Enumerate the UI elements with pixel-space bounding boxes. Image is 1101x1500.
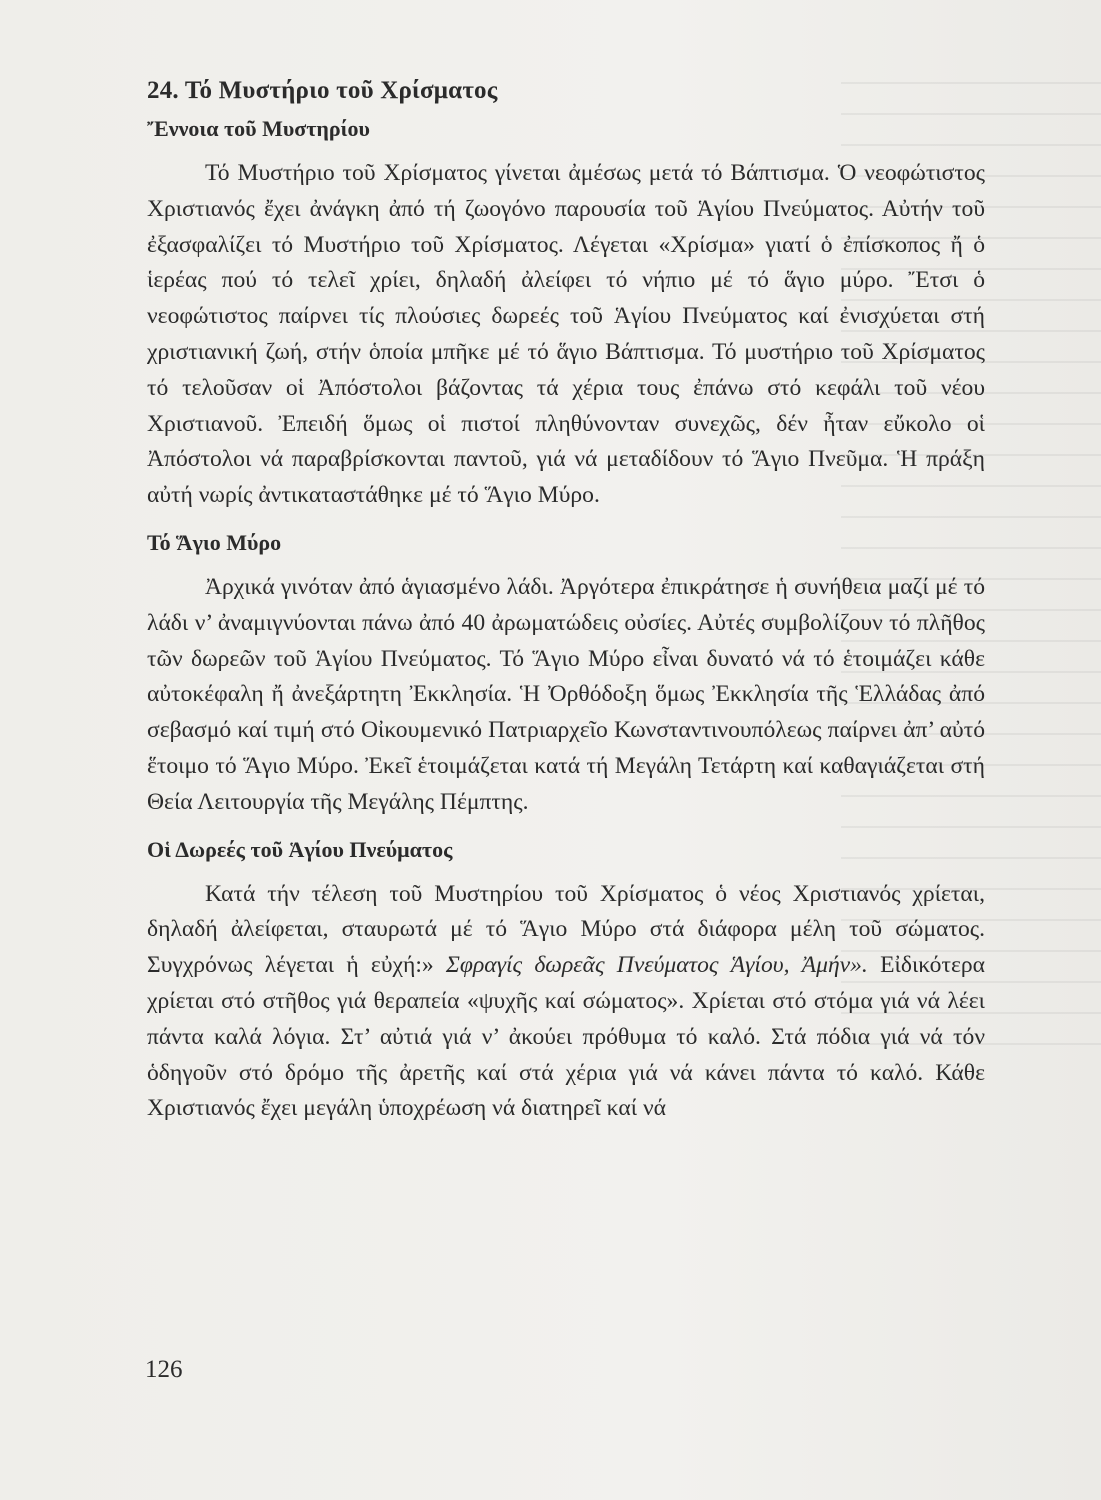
section-heading-gifts: Οἱ Δωρεές τοῦ Ἁγίου Πνεύματος	[147, 836, 453, 862]
section-heading-holy-myron: Τό Ἅγιο Μύρο	[147, 529, 282, 555]
paragraph-concept: Τό Μυστήριο τοῦ Χρίσματος γίνεται ἀμέσως μετά τό Βάπτισμα. Ὁ νεοφώτιστος Χριστιανός ἔχει ἀνάγκη ἀπό τή ζωογόνο παρουσία τοῦ Ἁγίου Πνεύματος. Αὐτήν τοῦ ἐξασφαλίζει τό Μυστήριο τοῦ Χρίσματος. Λέγεται «Χρίσμα» γιατί ὁ ἐπίσκοπος ἤ ὁ ἱερέας πού τό τελεῖ χρίει, δηλαδή ἀλείφει τό νήπιο μέ τό ἅγιο μύρο. Ἔτσι ὁ νεοφώτιστος παίρνει τίς πλούσιες δωρεές τοῦ Ἁγίου Πνεύματος καί ἐνισχύεται στή χριστιανική ζωή, στήν ὁποία μπῆκε μέ τό ἅγιο Βάπτισμα. Τό μυστήριο τοῦ Χρίσματος τό τελοῦσαν οἱ Ἀπόστολοι βάζοντας τά χέρια τους ἐπάνω στό κεφάλι τοῦ νέου Χριστιανοῦ. Ἐπειδή ὅμως οἱ πιστοί πληθύνονταν συνεχῶς, δέν ἦταν εὔκολο οἱ Ἀπόστολοι νά παραβρίσκονται παντοῦ, γιά νά μεταδίδουν τό Ἅγιο Πνεῦμα. Ἡ πράξη αὐτή νωρίς ἀντικαταστάθηκε μέ τό Ἅγιο Μύρο.	[147, 160, 985, 509]
section-heading-concept: Ἔννοια τοῦ Μυστηρίου	[147, 116, 370, 141]
page-content	[147, 70, 985, 1127]
paragraph-holy-myron: Ἀρχικά γινόταν ἀπό ἁγιασμένο λάδι. Ἀργότερα ἐπικράτησε ἡ συνήθεια μαζί μέ τό λάδι ν’ ἀναμιγνύονται πάνω ἀπό 40 ἀρωματώδεις οὐσίες. Αὐτές συμβολίζουν τό πλῆθος τῶν δωρεῶν τοῦ Ἁγίου Πνεύματος. Τό Ἅγιο Μύρο εἶναι δυνατό νά τό ἑτοιμάζει κάθε αὐτοκέφαλη ἤ ἀνεξάρτητη Ἐκκλησία. Ἡ Ὀρθόδοξη ὅμως Ἐκκλησία τῆς Ἑλλάδας ἀπό σεβασμό καί τιμή στό Οἰκουμενικό Πατριαρχεῖο Κωνσταντινουπόλεως παίρνει ἀπ’ αὐτό ἕτοιμο τό Ἅγιο Μύρο. Ἐκεῖ ἑτοιμάζεται κατά τή Μεγάλη Τετάρτη καί καθαγιάζεται στή Θεία Λειτουργία τῆς Μεγάλης Πέμπτης.	[147, 573, 985, 815]
page-number: 126	[145, 1356, 183, 1383]
chapter-title: 24. Τό Μυστήριο τοῦ Χρίσματος	[147, 77, 498, 104]
paragraph-gifts	[147, 877, 985, 1128]
paragraph-gifts-end: Εἰδικότερα χρίεται στό στῆθος γιά θεραπεία «ψυχῆς καί σώματος». Χρίεται στό στόμα γιά νά λέει πάντα καλά λόγια. Στ’ αὐτιά γιά ν’ ἀκούει πρόθυμα τό καλό. Στά πόδια γιά νά τόν ὁδηγοῦν στό δρόμο τῆς ἀρετῆς καί στά χέρια γιά νά κάνει πάντα τό καλό. Κάθε Χριστιανός ἔχει μεγάλη ὑποχρέωση νά διατηρεῖ καί νά	[147, 952, 985, 1122]
paragraph-gifts-start: Κατά τήν τέλεση τοῦ Μυστηρίου τοῦ Χρίσματος ὁ νέος Χριστιανός χρίεται, δηλαδή ἀλείφεται, σταυρωτά μέ τό Ἅγιο Μύρο στά διάφορα μέλη τοῦ σώματος. Συγχρόνως λέγεται ἡ εὐχή:»	[147, 880, 985, 979]
prayer-quote: Σφραγίς δωρεᾶς Πνεύματος Ἁγίου, Ἀμήν».	[445, 952, 868, 979]
